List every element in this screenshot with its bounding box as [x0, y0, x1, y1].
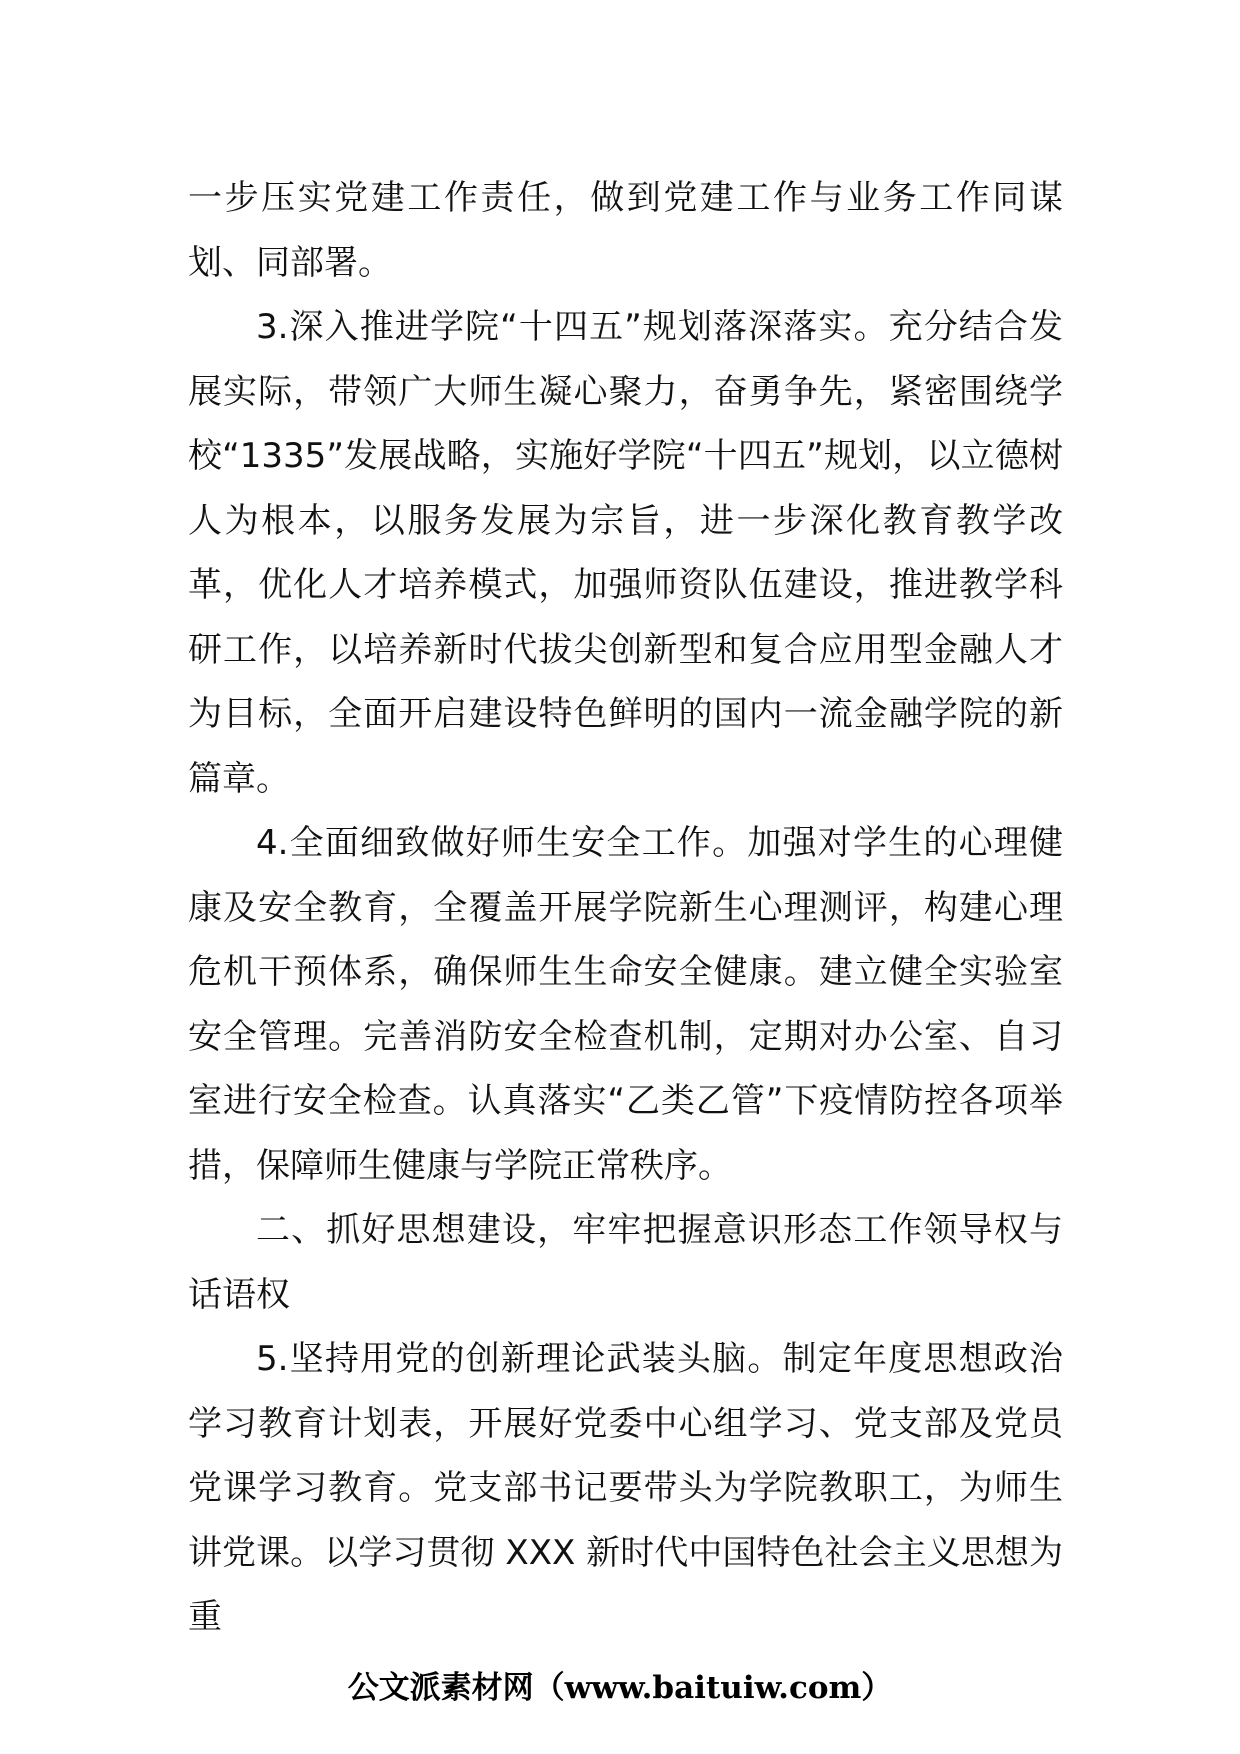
section-heading-2: 二、抓好思想建设，牢牢把握意识形态工作领导权与话语权: [188, 1210, 1063, 1315]
paragraph-item-4: 4.全面细致做好师生安全工作。加强对学生的心理健康及安全教育，全覆盖开展学院新生心理测评，构建心理危机干预体系，确保师生生命安全健康。建立健全实验室安全管理。完善消防安全检查机制，定期对办公室、自习室进行安全检查。认真落实“乙类乙管”下疫情防控各项举措，保障师生健康与学院正常秩序。: [188, 823, 1063, 1186]
paragraph-item-5: 5.坚持用党的创新理论武装头脑。制定年度思想政治学习教育计划表，开展好党委中心组学习、党支部及党员党课学习教育。党支部书记要带头为学院教职工，为师生讲党课。以学习贯彻 XXX 新时代中国特色社会主义思想为重: [188, 1339, 1063, 1637]
footer-watermark: 公文派素材网（www.baituiw.com）: [347, 1670, 893, 1706]
paragraph-continuation: 一步压实党建工作责任，做到党建工作与业务工作同谋划、同部署。: [188, 178, 1063, 283]
paragraph-item-3: 3.深入推进学院“十四五”规划落深落实。充分结合发展实际，带领广大师生凝心聚力，奋勇争先，紧密围绕学校“1335”发展战略，实施好学院“十四五”规划，以立德树人为根本，以服务发展为宗旨，进一步深化教育教学改革，优化人才培养模式，加强师资队伍建设，推进教学科研工作，以培养新时代拔尖创新型和复合应用型金融人才为目标，全面开启建设特色鲜明的国内一流金融学院的新篇章。: [188, 307, 1063, 799]
document-body: [188, 166, 1063, 1650]
